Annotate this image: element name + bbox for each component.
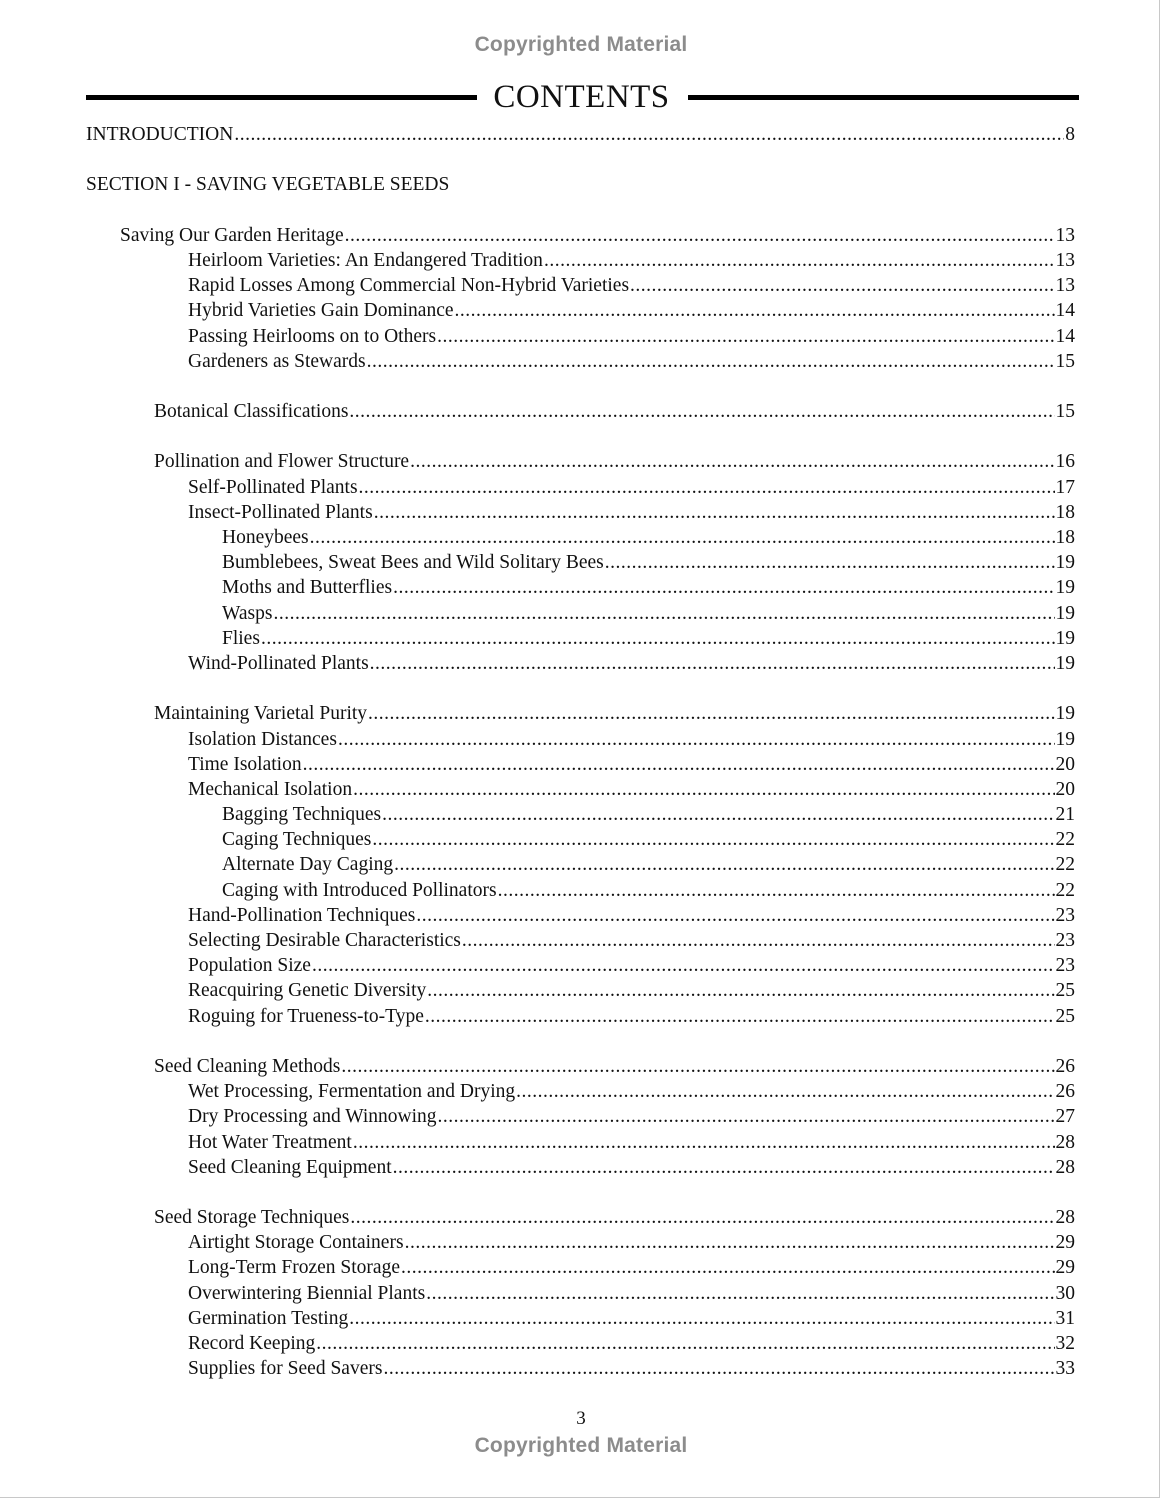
- dot-leader: [303, 752, 1055, 777]
- toc-entry-page: 14: [1055, 325, 1075, 347]
- dot-leader: [438, 1104, 1055, 1129]
- dot-leader: [310, 525, 1055, 550]
- toc-entry[interactable]: [86, 953, 1075, 978]
- toc-entry-label: Gardeners as Stewards: [188, 350, 366, 372]
- title-rule-right: [688, 95, 1079, 100]
- toc-entry[interactable]: [86, 1230, 1075, 1255]
- toc-entry[interactable]: [86, 802, 1075, 827]
- toc-entry-label: Isolation Distances: [188, 728, 337, 750]
- toc-entry-label: Honeybees: [222, 527, 309, 548]
- dot-leader: [416, 903, 1054, 928]
- toc-entry[interactable]: [86, 1079, 1075, 1104]
- toc-entry-introduction[interactable]: [86, 122, 1075, 147]
- dot-leader: [394, 852, 1054, 877]
- toc-entry-page: 32: [1055, 1333, 1075, 1354]
- dot-leader: [426, 1281, 1054, 1306]
- toc-entry-label: Heirloom Varieties: An Endangered Tradition: [188, 249, 543, 271]
- dot-leader: [372, 827, 1054, 852]
- toc-entry-page: 20: [1055, 753, 1075, 775]
- toc-entry-page: 28: [1055, 1131, 1075, 1153]
- dot-leader: [349, 399, 1054, 424]
- toc-entry[interactable]: [86, 978, 1075, 1003]
- dot-leader: [427, 978, 1054, 1003]
- toc-entry[interactable]: [86, 903, 1075, 928]
- toc-entry-label: Bagging Techniques: [222, 804, 382, 826]
- toc-entry[interactable]: [86, 475, 1075, 500]
- toc-entry-label: Overwintering Biennial Plants: [188, 1282, 426, 1304]
- toc-entry[interactable]: [86, 500, 1075, 525]
- toc-entry-label: Flies: [222, 627, 260, 649]
- toc-entry-label: Botanical Classifications: [154, 401, 349, 423]
- toc-entry-page: 18: [1055, 501, 1075, 523]
- toc-entry-label: Insect-Pollinated Plants: [188, 501, 373, 523]
- toc-entry-label: Seed Cleaning Equipment: [188, 1156, 392, 1178]
- toc-entry-page: 19: [1055, 728, 1075, 750]
- toc-entry-label: Seed Cleaning Methods: [154, 1055, 341, 1077]
- toc-entry-label: Germination Testing: [188, 1307, 349, 1329]
- toc-entry-label: Supplies for Seed Savers: [188, 1358, 383, 1380]
- dot-leader: [393, 575, 1054, 600]
- toc-entry[interactable]: [86, 752, 1075, 777]
- toc-entry[interactable]: [86, 1306, 1075, 1331]
- toc-entry[interactable]: [86, 827, 1075, 852]
- toc-entry-page: 13: [1055, 275, 1075, 297]
- dot-leader: [401, 1255, 1055, 1280]
- toc-entry-page: 15: [1055, 350, 1075, 372]
- toc-entry-label: Seed Storage Techniques: [154, 1207, 350, 1229]
- toc-entry-page: 23: [1055, 930, 1075, 951]
- toc-entry-page: 13: [1055, 224, 1075, 246]
- toc-entry[interactable]: [86, 701, 1075, 726]
- dot-leader: [374, 500, 1055, 525]
- toc-entry-label: Long-Term Frozen Storage: [188, 1257, 400, 1279]
- toc-entry[interactable]: [86, 550, 1075, 575]
- toc-entry-label: Self-Pollinated Plants: [188, 476, 358, 498]
- toc-entry-label: Wind-Pollinated Plants: [188, 652, 369, 674]
- toc-entry-label: Selecting Desirable Characteristics: [188, 930, 461, 951]
- toc-entry-label: Wasps: [222, 602, 273, 624]
- toc-entry[interactable]: [86, 399, 1075, 424]
- toc-entry-label: Saving Our Garden Heritage: [120, 224, 344, 246]
- toc-entry-label: Reacquiring Genetic Diversity: [188, 980, 427, 1002]
- toc-entry-label: Alternate Day Caging: [222, 854, 394, 876]
- dot-leader: [544, 248, 1055, 273]
- toc-entry[interactable]: [86, 525, 1075, 550]
- toc-entry[interactable]: [86, 324, 1075, 349]
- toc-entry-label: Hybrid Varieties Gain Dominance: [188, 300, 454, 322]
- toc-entry-page: 28: [1055, 1156, 1075, 1178]
- toc-entry-page: 18: [1055, 527, 1075, 548]
- toc-entry-page: 26: [1055, 1055, 1075, 1077]
- toc-entry[interactable]: [86, 777, 1075, 802]
- toc-entry-label: Caging Techniques: [222, 829, 372, 851]
- toc-entry-page: 8: [1065, 124, 1075, 145]
- dot-leader: [516, 1079, 1054, 1104]
- toc-entry[interactable]: [86, 449, 1075, 474]
- toc-entry[interactable]: [86, 1130, 1075, 1155]
- toc-entry-label: Pollination and Flower Structure: [154, 451, 410, 473]
- toc-entry-page: 14: [1055, 300, 1075, 322]
- dot-leader: [353, 777, 1054, 802]
- toc-entry[interactable]: [86, 878, 1075, 903]
- dot-leader: [405, 1230, 1055, 1255]
- toc-entry-page: 19: [1055, 703, 1075, 725]
- page-number: 3: [576, 1408, 586, 1429]
- toc-entry-page: 25: [1055, 1005, 1075, 1027]
- toc-entry[interactable]: [86, 248, 1075, 273]
- toc-entry-page: 23: [1055, 904, 1075, 926]
- toc-entry[interactable]: [86, 575, 1075, 600]
- toc-entry-page: 19: [1055, 652, 1075, 674]
- dot-leader: [410, 449, 1054, 474]
- toc-entry-label: Bumblebees, Sweat Bees and Wild Solitary Bees: [222, 552, 604, 574]
- toc-entry-page: 23: [1055, 955, 1075, 977]
- toc-entry[interactable]: [86, 1004, 1075, 1029]
- toc-entry[interactable]: [86, 626, 1075, 651]
- toc-entry-page: 15: [1055, 401, 1075, 423]
- toc-entry[interactable]: [86, 223, 1075, 248]
- toc-entry-label: Maintaining Varietal Purity: [154, 703, 368, 725]
- toc-entry-label: Time Isolation: [188, 753, 302, 775]
- dot-leader: [350, 1205, 1054, 1230]
- toc-entry-page: 19: [1055, 577, 1075, 599]
- toc-entry-label: Passing Heirlooms on to Others: [188, 325, 437, 347]
- toc-entry[interactable]: [86, 298, 1075, 323]
- toc-entry-page: 33: [1055, 1358, 1075, 1380]
- toc-entry-page: 25: [1055, 980, 1075, 1002]
- toc-entry-label: Wet Processing, Fermentation and Drying: [188, 1081, 516, 1103]
- dot-leader: [359, 475, 1055, 500]
- toc-entry[interactable]: [86, 1356, 1075, 1381]
- toc-entry-page: 22: [1055, 829, 1075, 851]
- dot-leader: [367, 349, 1055, 374]
- dot-leader: [382, 802, 1054, 827]
- toc-entry-page: 31: [1055, 1307, 1075, 1329]
- toc-entry-label: Moths and Butterflies: [222, 577, 393, 599]
- dot-leader: [370, 651, 1055, 676]
- toc-entry-label: Caging with Introduced Pollinators: [222, 879, 497, 901]
- dot-leader: [353, 1130, 1055, 1155]
- toc-groups: [86, 223, 1075, 1382]
- toc-entry-page: 22: [1055, 854, 1075, 876]
- watermark-top: Copyrighted Material: [474, 33, 688, 56]
- title-rule-left: [86, 95, 477, 100]
- toc-entry[interactable]: [86, 1255, 1075, 1280]
- toc-entry-page: 26: [1055, 1081, 1075, 1103]
- dot-leader: [437, 324, 1054, 349]
- toc-entry-page: 29: [1055, 1257, 1075, 1279]
- dot-leader: [462, 928, 1055, 953]
- toc-entry-label: Hot Water Treatment: [188, 1131, 352, 1153]
- dot-leader: [261, 626, 1055, 651]
- toc-entry[interactable]: [86, 727, 1075, 752]
- toc-entry-page: 22: [1055, 879, 1075, 901]
- toc-entry-label: Record Keeping: [188, 1333, 316, 1354]
- toc-entry-label: Mechanical Isolation: [188, 778, 353, 800]
- contents-header: [86, 78, 1079, 116]
- toc-entry[interactable]: [86, 852, 1075, 877]
- dot-leader: [349, 1306, 1054, 1331]
- toc-entry-label: INTRODUCTION: [86, 124, 234, 145]
- toc-entry[interactable]: [86, 651, 1075, 676]
- toc-entry-page: 29: [1055, 1232, 1075, 1254]
- toc-entry-page: 19: [1055, 627, 1075, 649]
- toc-entry-label: Rapid Losses Among Commercial Non-Hybrid Varieties: [188, 275, 630, 297]
- table-of-contents: [86, 122, 1075, 1381]
- dot-leader: [498, 878, 1055, 903]
- toc-entry-label: Hand-Pollination Techniques: [188, 904, 416, 926]
- toc-entry[interactable]: [86, 928, 1075, 953]
- toc-entry[interactable]: [86, 1155, 1075, 1180]
- toc-entry-label: Roguing for Trueness-to-Type: [188, 1005, 424, 1027]
- toc-entry-page: 20: [1055, 778, 1075, 800]
- toc-entry-label: Population Size: [188, 955, 311, 977]
- page-title: CONTENTS: [493, 79, 670, 115]
- toc-entry-page: 17: [1055, 476, 1075, 498]
- toc-entry[interactable]: [86, 1331, 1075, 1356]
- dot-leader: [341, 1054, 1054, 1079]
- dot-leader: [383, 1356, 1054, 1381]
- dot-leader: [630, 273, 1054, 298]
- toc-entry-page: 13: [1055, 249, 1075, 271]
- toc-entry[interactable]: [86, 601, 1075, 626]
- dot-leader: [345, 223, 1055, 248]
- dot-leader: [605, 550, 1055, 575]
- toc-entry-label: Airtight Storage Containers: [188, 1232, 404, 1254]
- watermark-bottom: Copyrighted Material: [474, 1434, 688, 1457]
- toc-entry-page: 28: [1055, 1207, 1075, 1229]
- toc-entry-page: 19: [1055, 602, 1075, 624]
- toc-entry-page: 27: [1055, 1106, 1075, 1128]
- toc-entry-page: 19: [1055, 552, 1075, 574]
- dot-leader: [425, 1004, 1055, 1029]
- dot-leader: [273, 601, 1054, 626]
- toc-entry[interactable]: [86, 349, 1075, 374]
- dot-leader: [368, 701, 1054, 726]
- toc-entry-page: 16: [1055, 451, 1075, 473]
- toc-entry-label: Dry Processing and Winnowing: [188, 1106, 437, 1128]
- dot-leader: [316, 1331, 1054, 1356]
- toc-entry[interactable]: [86, 273, 1075, 298]
- dot-leader: [393, 1155, 1055, 1180]
- dot-leader: [234, 122, 1064, 147]
- toc-entry[interactable]: [86, 1054, 1075, 1079]
- toc-entry[interactable]: [86, 1104, 1075, 1129]
- dot-leader: [455, 298, 1055, 323]
- dot-leader: [338, 727, 1055, 752]
- dot-leader: [312, 953, 1055, 978]
- toc-entry[interactable]: [86, 1205, 1075, 1230]
- toc-entry[interactable]: [86, 1281, 1075, 1306]
- toc-entry-page: 21: [1055, 804, 1075, 826]
- toc-entry-page: 30: [1055, 1282, 1075, 1304]
- section-heading: SECTION I - SAVING VEGETABLE SEEDS: [86, 174, 450, 196]
